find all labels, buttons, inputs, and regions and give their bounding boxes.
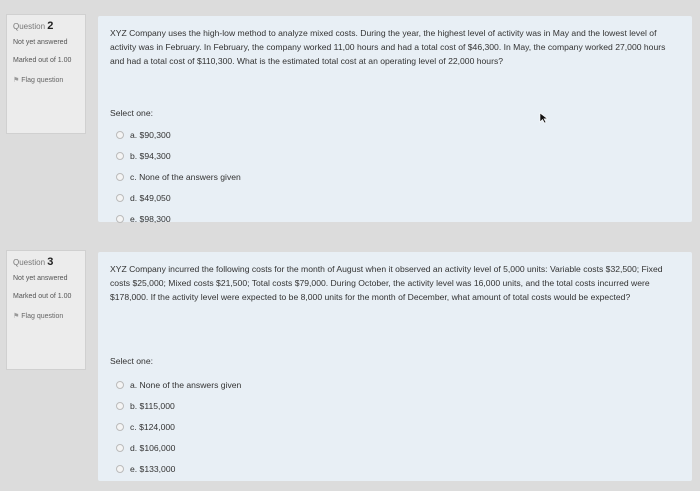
answer-option[interactable]: b. $94,300 xyxy=(116,145,241,166)
flag-icon: ⚑ xyxy=(13,77,20,84)
select-one-prompt: Select one: xyxy=(110,108,153,118)
answer-option[interactable]: c. None of the answers given xyxy=(116,166,241,187)
question-info xyxy=(6,14,86,134)
mouse-cursor-icon xyxy=(539,112,549,124)
flag-question-link[interactable]: ⚑ Flag question xyxy=(13,313,64,320)
question-status: Not yet answered xyxy=(13,39,68,46)
question-text: XYZ Company incurred the following costs for the month of August when it observed an activity level of 5,000 units: Variable costs $32,500; Fixed costs $25,000; Mixed costs $21,500; Total costs $79,000. During October, the activity level was 16,000 units, and the total costs incurred were $178,000. If the activity level were expected to be 8,000 units for the month of December, what amount of total costs would be expected? xyxy=(110,264,663,302)
answer-option[interactable]: e. $133,000 xyxy=(116,458,241,479)
answer-option[interactable]: a. None of the answers given xyxy=(116,374,241,395)
answer-option[interactable]: b. $115,000 xyxy=(116,395,241,416)
flag-question-link[interactable]: ⚑ Flag question xyxy=(13,77,64,84)
question-3 xyxy=(0,236,700,491)
question-text: XYZ Company uses the high-low method to analyze mixed costs. During the year, the highest level of activity was in May and the lowest level of activity was in February. In February, the company worked 11,00 hours and had a total cost of $46,300. In May, the company worked 27,000 hours and had a total cost of $110,300. What is the estimated total cost at an operating level of 22,000 hours? xyxy=(110,28,666,66)
answer-option[interactable]: d. $49,050 xyxy=(116,187,241,208)
radio-button[interactable] xyxy=(116,381,124,389)
question-marks: Marked out of 1.00 xyxy=(13,57,72,64)
question-content xyxy=(98,252,692,481)
radio-button[interactable] xyxy=(116,194,124,202)
question-marks: Marked out of 1.00 xyxy=(13,293,72,300)
radio-button[interactable] xyxy=(116,444,124,452)
question-content xyxy=(98,16,692,222)
radio-button[interactable] xyxy=(116,215,124,223)
question-info xyxy=(6,250,86,370)
question-number: Question 3 xyxy=(13,256,54,268)
radio-button[interactable] xyxy=(116,402,124,410)
question-number: Question 2 xyxy=(13,20,54,32)
answer-options xyxy=(116,124,241,229)
radio-button[interactable] xyxy=(116,465,124,473)
answer-option[interactable]: a. $90,300 xyxy=(116,124,241,145)
radio-button[interactable] xyxy=(116,173,124,181)
question-2 xyxy=(0,0,700,232)
answer-options xyxy=(116,374,241,479)
radio-button[interactable] xyxy=(116,131,124,139)
select-one-prompt: Select one: xyxy=(110,356,153,366)
question-status: Not yet answered xyxy=(13,275,68,282)
radio-button[interactable] xyxy=(116,152,124,160)
answer-option[interactable]: c. $124,000 xyxy=(116,416,241,437)
answer-option[interactable]: e. $98,300 xyxy=(116,208,241,229)
radio-button[interactable] xyxy=(116,423,124,431)
flag-icon: ⚑ xyxy=(13,313,20,320)
answer-option[interactable]: d. $106,000 xyxy=(116,437,241,458)
